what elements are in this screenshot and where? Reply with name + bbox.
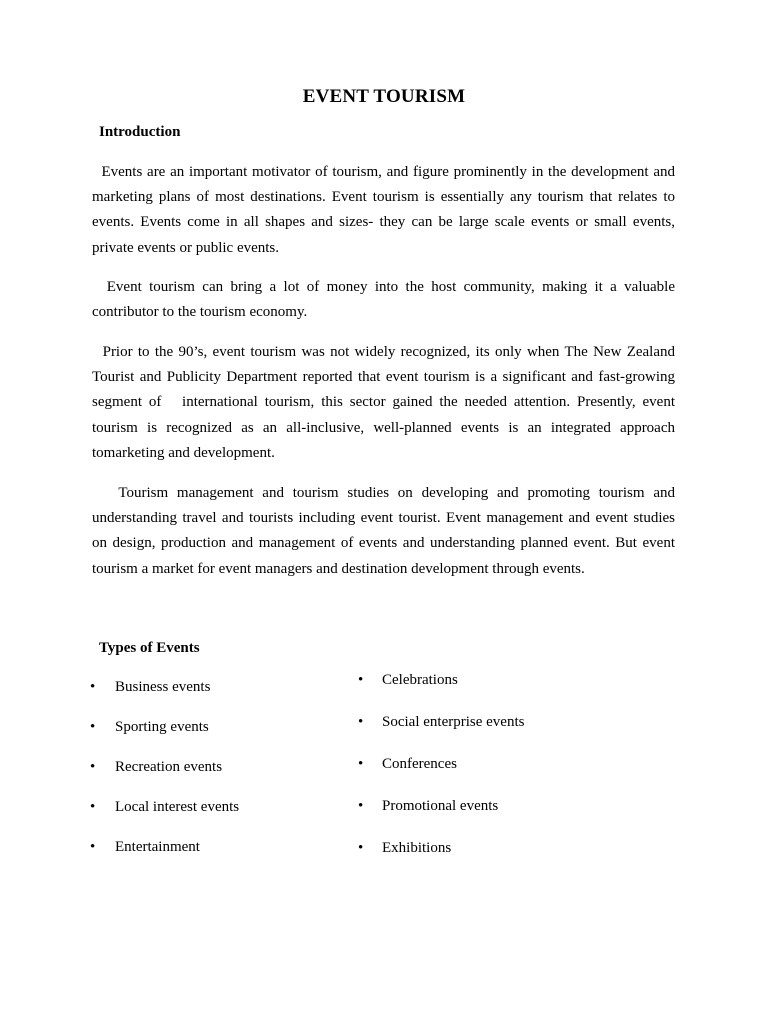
bullet-icon: • bbox=[358, 672, 364, 688]
paragraph-4: Tourism management and tourism studies on developing and promoting tourism and understanding travel and tourists including event tourist. Event management and event studies on design, production and management of events and understanding planned event. But event tourism a market for event managers and destination development through events. bbox=[92, 485, 675, 577]
list-item-label: Business events bbox=[115, 679, 211, 695]
bullet-icon: • bbox=[90, 679, 96, 695]
list-item-label: Entertainment bbox=[115, 839, 200, 855]
bullet-icon: • bbox=[358, 798, 364, 814]
bullet-icon: • bbox=[90, 719, 96, 735]
list-item-label: Sporting events bbox=[115, 719, 209, 735]
list-item-label: Promotional events bbox=[382, 798, 499, 814]
list-item-label: Local interest events bbox=[115, 799, 240, 815]
list-item-label: Social enterprise events bbox=[382, 714, 525, 730]
paragraph-2: Event tourism can bring a lot of money into the host community, making it a valuable contributor to the tourism economy. bbox=[92, 279, 675, 321]
introduction-heading: Introduction bbox=[99, 124, 181, 140]
paragraph-3: Prior to the 90’s, event tourism was not widely recognized, its only when The New Zealand Tourist and Publicity Department reported that event tourism is a significant and fast-growing segment of international tourism, this sector gained the needed attention. Presently, event tourism is recognized as an all-inclusive, well-planned events is an integrated approach tomarketing and development. bbox=[92, 344, 675, 461]
bullet-icon: • bbox=[90, 759, 96, 775]
bullet-icon: • bbox=[358, 840, 364, 856]
list-item-label: Recreation events bbox=[115, 759, 223, 775]
bullet-icon: • bbox=[90, 799, 96, 815]
paragraph-1: Events are an important motivator of tourism, and figure prominently in the development and marketing plans of most destinations. Event tourism is essentially any tourism that relates to events. Events come in all shapes and sizes- they can be large scale events or small events, private events or public events. bbox=[92, 164, 675, 256]
bullet-icon: • bbox=[358, 756, 364, 772]
list-item-label: Exhibitions bbox=[382, 840, 452, 856]
document-title: EVENT TOURISM bbox=[302, 86, 466, 107]
list-item-label: Celebrations bbox=[382, 672, 458, 688]
bullet-icon: • bbox=[358, 714, 364, 730]
list-item-label: Conferences bbox=[382, 756, 457, 772]
types-of-events-heading: Types of Events bbox=[99, 640, 200, 656]
bullet-icon: • bbox=[90, 839, 96, 855]
